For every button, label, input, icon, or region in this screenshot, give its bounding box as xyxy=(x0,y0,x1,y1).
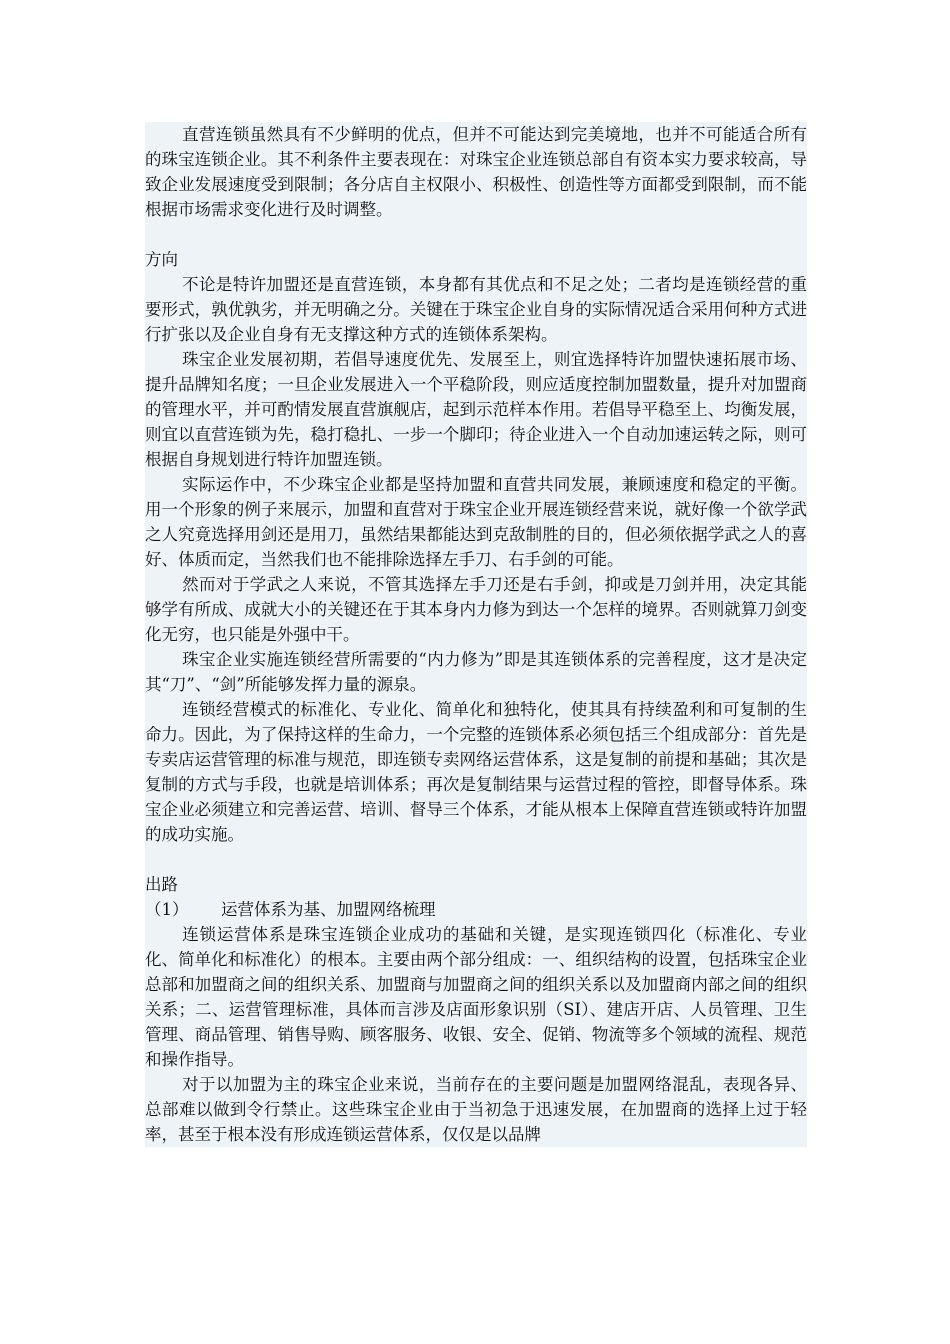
paragraph-gap xyxy=(145,222,807,247)
paragraph-franchise-vs-direct: 不论是特许加盟还是直营连锁，本身都有其优点和不足之处；二者均是连锁经营的重要形式，孰优孰劣，并无明确之分。关键在于珠宝企业自身的实际情况适合采用何种方式进行扩张以及企业自身有无支撑这种方式的连锁体系架构。 xyxy=(145,275,807,344)
paragraph-inner-strength: 珠宝企业实施连锁经营所需要的“内力修为”即是其连锁体系的完善程度，这才是决定其“刀”、“剑”所能够发挥力量的源泉。 xyxy=(145,650,807,694)
item-title: 运营体系为基、加盟网络梳理 xyxy=(221,900,436,919)
numbered-item-1 xyxy=(145,897,807,922)
paragraph-franchise-problems: 对于以加盟为主的珠宝企业来说，当前存在的主要问题是加盟网络混乱，表现各异、总部难以做到令行禁止。这些珠宝企业由于当初急于迅速发展，在加盟商的选择上过于轻率，甚至于根本没有形成连锁运营体系，仅仅是以品牌 xyxy=(145,1075,807,1144)
item-number: （1） xyxy=(145,900,189,919)
paragraph-operation-system: 连锁运营体系是珠宝连锁企业成功的基础和关键，是实现连锁四化（标准化、专业化、简单化和标准化）的根本。主要由两个部分组成：一、组织结构的设置，包括珠宝企业总部和加盟商之间的组织关系、加盟商与加盟商之间的组织关系以及加盟商内部之间的组织关系；二、运营管理标准，具体而言涉及店面形象识别（SI）、建店开店、人员管理、卫生管理、商品管理、销售导购、顾客服务、收银、安全、促销、物流等多个领域的流程、规范和操作指导。 xyxy=(145,925,807,1069)
paragraph-martial-analogy: 然而对于学武之人来说，不管其选择左手刀还是右手剑，抑或是刀剑并用，决定其能够学有所成、成就大小的关键还在于其本身内力修为到达一个怎样的境界。否则就算刀剑变化无穷，也只能是外强中干。 xyxy=(145,575,807,644)
section-heading-outlet: 出路 xyxy=(145,875,178,894)
paragraph-practical-operation: 实际运作中，不少珠宝企业都是坚持加盟和直营共同发展，兼顾速度和稳定的平衡。用一个形象的例子来展示，加盟和直营对于珠宝企业开展连锁经营来说，就好像一个欲学武之人究竟选择用剑还是用刀，虽然结果都能达到克敌制胜的目的，但必须依据学武之人的喜好、体质而定，当然我们也不能排除选择左手刀、右手剑的可能。 xyxy=(145,475,807,569)
article-body xyxy=(145,122,807,1147)
paragraph-gap xyxy=(145,847,807,872)
paragraph-chain-system: 连锁经营模式的标准化、专业化、简单化和独特化，使其具有持续盈利和可复制的生命力。因此，为了保持这样的生命力，一个完整的连锁体系必须包括三个组成部分：首先是专卖店运营管理的标准与规范，即连锁专卖网络运营体系，这是复制的前提和基础；其次是复制的方式与手段，也就是培训体系；再次是复制结果与运营过程的管控，即督导体系。珠宝企业必须建立和完善运营、培训、督导三个体系，才能从根本上保障直营连锁或特许加盟的成功实施。 xyxy=(145,700,807,844)
section-heading-direction: 方向 xyxy=(145,250,178,269)
paragraph-direct-chain-drawbacks: 直营连锁虽然具有不少鲜明的优点，但并不可能达到完美境地，也并不可能适合所有的珠宝连锁企业。其不利条件主要表现在：对珠宝企业连锁总部自有资本实力要求较高，导致企业发展速度受到限制；各分店自主权限小、积极性、创造性等方面都受到限制，而不能根据市场需求变化进行及时调整。 xyxy=(145,125,807,219)
paragraph-early-development: 珠宝企业发展初期，若倡导速度优先、发展至上，则宜选择特许加盟快速拓展市场、提升品牌知名度；一旦企业发展进入一个平稳阶段，则应适度控制加盟数量，提升对加盟商的管理水平，并可酌情发展直营旗舰店，起到示范样本作用。若倡导平稳至上、均衡发展，则宜以直营连锁为先，稳打稳扎、一步一个脚印；待企业进入一个自动加速运转之际，则可根据自身规划进行特许加盟连锁。 xyxy=(145,350,807,469)
